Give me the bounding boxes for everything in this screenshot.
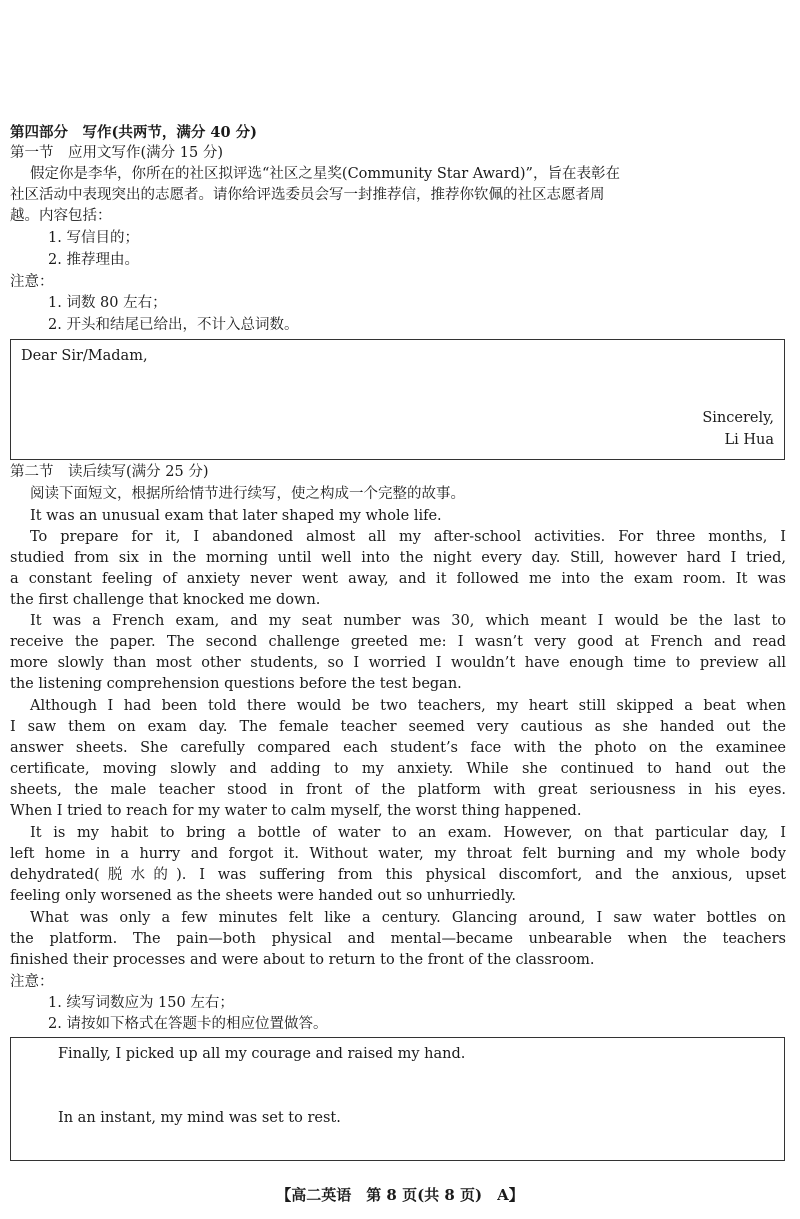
passage-line: the first challenge that knocked me down.: [10, 592, 321, 608]
notes-label: 注意：: [10, 974, 54, 990]
passage-line: It was an unusual exam that later shaped my whole life.: [30, 508, 442, 524]
letter-writing-box[interactable]: [10, 339, 785, 460]
part-title: 第四部分 写作(共两节，满分 40 分): [10, 124, 257, 141]
passage-line: certificate, moving slowly and adding to my anxiety. While she continued to hand out the: [10, 761, 786, 777]
passage-line: left home in a hurry and forgot it. Without water, my throat felt burning and my whole body: [10, 846, 786, 862]
passage-line: finished their processes and were about to return to the front of the classroom.: [10, 952, 595, 968]
passage-line: more slowly than most other students, so I worried I wouldn’t have enough time to preview all: [10, 655, 786, 671]
content-item: 2. 推荐理由。: [48, 252, 139, 268]
section2-instruction: 阅读下面短文，根据所给情节进行续写，使之构成一个完整的故事。: [30, 486, 465, 502]
passage-line: sheets, the male teacher stood in front of the platform with great seriousness in his eyes.: [10, 782, 786, 798]
passage-line: studied from six in the morning until well into the night every day. Still, however hard I tried,: [10, 550, 786, 566]
passage-line: dehydrated(脱水的). I was suffering from this physical discomfort, and the anxious, upset: [10, 867, 786, 883]
note-item: 2. 开头和结尾已给出，不计入总词数。: [48, 317, 299, 333]
passage-line: What was only a few minutes felt like a century. Glancing around, I saw water bottles on: [30, 910, 786, 926]
letter-greeting: Dear Sir/Madam,: [21, 348, 148, 364]
prompt-line: 社区活动中表现突出的志愿者。请你给评选委员会写一封推荐信，推荐你钦佩的社区志愿者周: [10, 187, 605, 203]
passage-line: When I tried to reach for my water to calm myself, the worst thing happened.: [10, 803, 582, 819]
note-item: 2. 请按如下格式在答题卡的相应位置做答。: [48, 1016, 328, 1032]
letter-closing: Sincerely,: [702, 410, 774, 426]
continuation-writing-box[interactable]: [10, 1037, 785, 1161]
section2-title: 第二节 读后续写(满分 25 分): [10, 464, 209, 480]
continuation-para1: Finally, I picked up all my courage and raised my hand.: [58, 1046, 466, 1062]
page-footer: 【高二英语 第 8 页(共 8 页) A】: [276, 1186, 524, 1204]
passage-line: To prepare for it, I abandoned almost all my after-school activities. For three months, I: [30, 529, 786, 545]
notes-label: 注意：: [10, 274, 54, 290]
letter-signature: Li Hua: [724, 432, 774, 448]
passage-line: the platform. The pain—both physical and mental—became unbearable when the teachers: [10, 931, 786, 947]
continuation-para2: In an instant, my mind was set to rest.: [58, 1110, 341, 1126]
prompt-line: 越。内容包括：: [10, 208, 112, 224]
note-item: 1. 续写词数应为 150 左右；: [48, 995, 234, 1011]
passage-line: feeling only worsened as the sheets were handed out so unhurriedly.: [10, 888, 517, 904]
passage-line: receive the paper. The second challenge greeted me: I wasn’t very good at French and read: [10, 634, 786, 650]
passage-line: the listening comprehension questions before the test began.: [10, 676, 462, 692]
passage-line: a constant feeling of anxiety never went away, and it followed me into the exam room. It was: [10, 571, 786, 587]
note-item: 1. 词数 80 左右；: [48, 295, 167, 311]
passage-line: Although I had been told there would be two teachers, my heart still skipped a beat when: [30, 698, 786, 714]
passage-line: answer sheets. She carefully compared each student’s face with the photo on the examinee: [10, 740, 786, 756]
passage-line: It is my habit to bring a bottle of water to an exam. However, on that particular day, I: [30, 825, 786, 841]
section1-title: 第一节 应用文写作(满分 15 分): [10, 145, 223, 161]
content-item: 1. 写信目的；: [48, 230, 139, 246]
prompt-line: 假定你是李华，你所在的社区拟评选“社区之星奖(Community Star Award)”，旨在表彰在: [30, 166, 620, 182]
passage-line: I saw them on exam day. The female teacher seemed very cautious as she handed out the: [10, 719, 786, 735]
passage-line: It was a French exam, and my seat number was 30, which meant I would be the last to: [30, 613, 786, 629]
